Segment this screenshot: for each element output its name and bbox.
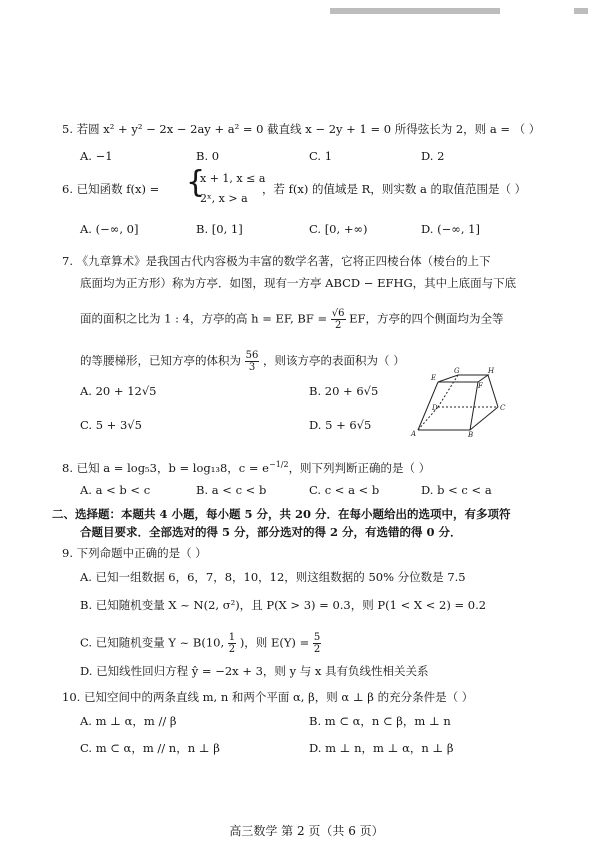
q6-case-1: x + 1, x ≤ a	[200, 172, 266, 185]
q6-option-b: B. [0, 1]	[196, 222, 243, 236]
frustum-bottom-edges	[418, 407, 498, 430]
q7-line-3-b: EF，方亭的四个侧面均为全等	[349, 311, 504, 326]
label-c: C	[500, 404, 506, 412]
q6-stem-prefix: 6. 已知函数 f(x) =	[62, 182, 160, 196]
q9-option-d: D. 已知线性回归方程 ŷ = −2x + 3，则 y 与 x 具有负线性相关关系	[80, 664, 429, 678]
q7-volume-denominator: 3	[248, 362, 256, 373]
q10-option-d: D. m ⊥ n，m ⊥ α，n ⊥ β	[309, 741, 454, 755]
q6-stem-suffix: ，若 f(x) 的值域是 R，则实数 a 的取值范围是（ ）	[262, 182, 527, 196]
q9-c-frac1-den: 2	[228, 644, 236, 655]
q8-option-b: B. a < c < b	[196, 483, 267, 497]
q7-option-a: A. 20 + 12√5	[80, 384, 157, 398]
q9-option-b: B. 已知随机变量 X ~ N(2, σ²)，且 P(X > 3) = 0.3，则 P(1 < X < 2) = 0.2	[80, 598, 487, 612]
q7-frustum-figure	[408, 366, 508, 438]
q7-bf-numerator: √6	[331, 308, 345, 319]
q7-line-4	[80, 350, 405, 373]
q9-c-frac2-num: 5	[313, 632, 321, 643]
edge-hc	[488, 375, 498, 407]
label-f: F	[478, 382, 483, 390]
q9-c-fraction-1	[228, 632, 236, 655]
q9-option-a: A. 已知一组数据 6，6，7，8，10，12，则这组数据的 50% 分位数是 7.5	[80, 570, 466, 584]
q6-option-d: D. (−∞, 1]	[421, 222, 480, 236]
q6-brace: {	[186, 165, 206, 200]
q7-option-d: D. 5 + 6√5	[309, 418, 372, 432]
q5-option-d: D. 2	[421, 149, 445, 163]
page-footer: 高三数学 第 2 页（共 6 页）	[229, 824, 384, 838]
q7-volume-fraction	[245, 350, 260, 373]
q10-option-b: B. m ⊂ α，n ⊂ β，m ⊥ n	[309, 714, 451, 728]
q9-stem: 9. 下列命题中正确的是（ ）	[62, 546, 207, 560]
section-2-heading-line-2: 合题目要求．全部选对的得 5 分，部分选对的得 2 分，有选错的得 0 分．	[80, 525, 462, 539]
q9-c-frac2-den: 2	[313, 644, 321, 655]
q7-option-c: C. 5 + 3√5	[80, 418, 142, 432]
q6-case-2: 2ˣ, x > a	[200, 192, 248, 205]
q5-option-b: B. 0	[196, 149, 220, 163]
label-h: H	[488, 367, 495, 375]
q8-exponent: −1/2	[268, 460, 289, 469]
q7-bf-fraction	[331, 308, 346, 331]
q9-option-c-b: )，则 E(Y) =	[239, 635, 310, 650]
q8-stem-b: ，则下列判断正确的是（ ）	[288, 460, 431, 475]
section-2-heading-line-1: 二、选择题：本题共 4 小题，每小题 5 分，共 20 分．在每小题给出的选项中，有多项符	[52, 507, 511, 521]
q9-option-c	[80, 632, 321, 655]
q7-line-4-b: ，则该方亭的表面积为（ ）	[263, 353, 405, 368]
label-b: B	[468, 431, 474, 438]
q7-line-2: 底面均为正方形）称为方亭．如图，现有一方亭 ABCD − EFHG，其中上底面与下底	[80, 276, 517, 290]
header-smudge	[330, 8, 500, 14]
q9-option-c-a: C. 已知随机变量 Y ~ B(10,	[80, 635, 225, 650]
page-header-scan-artifact	[0, 0, 613, 26]
q9-c-fraction-2	[313, 632, 321, 655]
q7-line-3	[80, 308, 504, 331]
q8-stem-a: 8. 已知 a = log₅3，b = log₁₃8，c = e	[62, 460, 269, 475]
q5-option-c: C. 1	[309, 149, 333, 163]
q5-stem: 5. 若圆 x² + y² − 2x − 2ay + a² = 0 截直线 x − 2y + 1 = 0 所得弦长为 2，则 a = （ ）	[62, 122, 541, 136]
q10-option-a: A. m ⊥ α，m // β	[80, 714, 177, 728]
q8-option-a: A. a < b < c	[80, 483, 151, 497]
q7-bf-denominator: 2	[334, 320, 342, 331]
q8-option-c: C. c < a < b	[309, 483, 380, 497]
edge-fb	[470, 382, 478, 430]
q7-line-1: 7. 《九章算术》是我国古代内容极为丰富的数学名著，它将正四棱台体（棱台的上下	[62, 254, 491, 268]
q10-stem: 10. 已知空间中的两条直线 m, n 和两个平面 α, β，则 α ⊥ β 的充分条件是（ ）	[62, 690, 474, 704]
q8-stem	[62, 458, 430, 475]
q7-option-b: B. 20 + 6√5	[309, 384, 379, 398]
q5-option-a: A. −1	[80, 149, 113, 163]
label-a: A	[411, 430, 417, 438]
label-g: G	[454, 367, 460, 375]
frustum-top-face	[438, 375, 488, 382]
q7-line-3-a: 面的面积之比为 1 : 4，方亭的高 h = EF, BF =	[80, 311, 328, 326]
label-e: E	[431, 374, 437, 382]
edge-gd-hidden	[438, 375, 458, 407]
q7-volume-numerator: 56	[245, 350, 259, 361]
label-d: D	[432, 404, 438, 412]
q8-option-d: D. b < c < a	[421, 483, 492, 497]
q9-c-frac1-num: 1	[228, 632, 236, 643]
q6-option-c: C. [0, +∞)	[309, 222, 368, 236]
q7-line-4-a: 的等腰梯形，已知方亭的体积为	[80, 353, 241, 368]
header-smudge-right	[574, 8, 588, 14]
q6-option-a: A. (−∞, 0]	[80, 222, 139, 236]
q10-option-c: C. m ⊂ α，m // n，n ⊥ β	[80, 741, 220, 755]
